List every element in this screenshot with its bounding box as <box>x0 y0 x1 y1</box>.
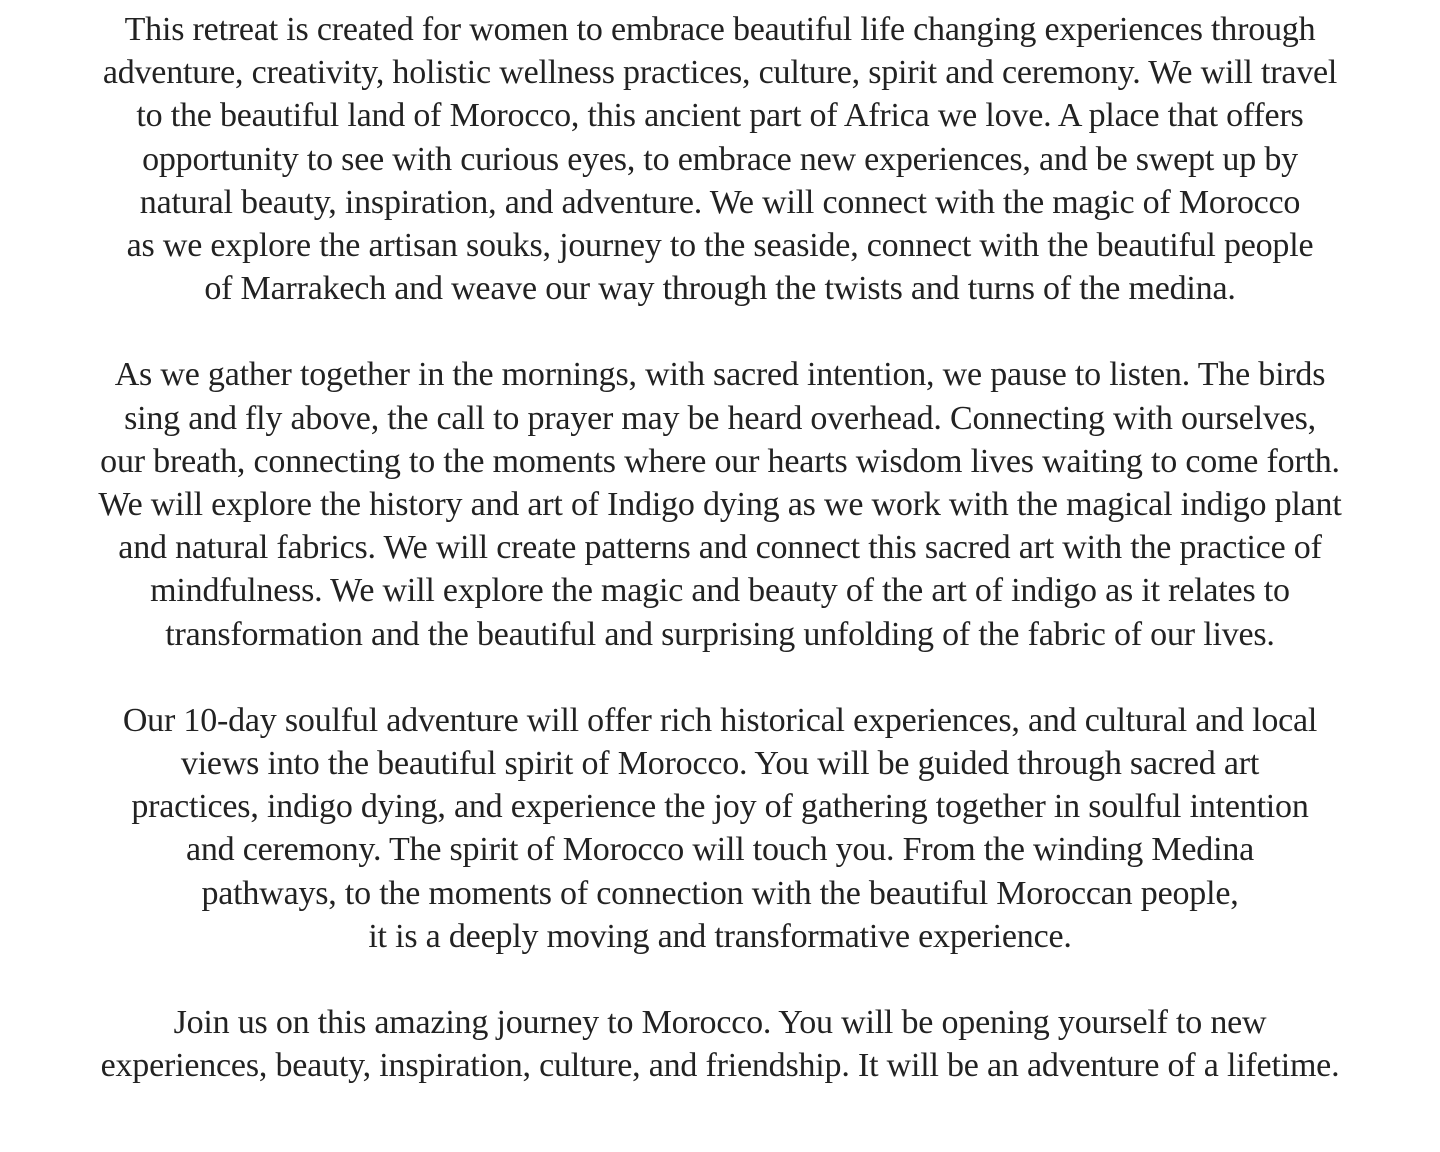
text-line: and ceremony. The spirit of Morocco will touch you. From the winding Medina <box>185 831 1255 869</box>
text-line: natural beauty, inspiration, and adventure. We will connect with the magic of Morocco <box>139 183 1301 221</box>
text-line: it is a deeply moving and transformative experience. <box>368 917 1072 955</box>
text-line: This retreat is created for women to embrace beautiful life changing experiences through <box>124 11 1316 48</box>
text-line: mindfulness. We will explore the magic and beauty of the art of indigo as it relates to <box>150 572 1290 610</box>
adventure-paragraph <box>0 699 1440 958</box>
text-line: practices, indigo dying, and experience the joy of gathering together in soulful intention <box>131 788 1309 826</box>
text-line: transformation and the beautiful and surprising unfolding of the fabric of our lives. <box>165 615 1275 653</box>
text-line: We will explore the history and art of Indigo dying as we work with the magical indigo plant <box>98 486 1342 524</box>
text-line: adventure, creativity, holistic wellness practices, culture, spirit and ceremony. We will travel <box>102 54 1338 92</box>
text-line: of Marrakech and weave our way through the twists and turns of the medina. <box>204 270 1236 308</box>
text-line: opportunity to see with curious eyes, to embrace new experiences, and be swept up by <box>142 140 1298 178</box>
text-line: Our 10-day soulful adventure will offer rich historical experiences, and cultural and local <box>122 701 1318 739</box>
text-line: pathways, to the moments of connection with the beautiful Moroccan people, <box>201 874 1239 912</box>
text-line: as we explore the artisan souks, journey to the seaside, connect with the beautiful people <box>126 227 1314 265</box>
text-line: Join us on this amazing journey to Morocco. You will be opening yourself to new <box>173 1004 1267 1042</box>
mornings-paragraph <box>0 353 1440 655</box>
text-line: and natural fabrics. We will create patterns and connect this sacred art with the practice of <box>118 529 1322 567</box>
text-line: our breath, connecting to the moments where our hearts wisdom lives waiting to come forth. <box>100 442 1340 480</box>
text-line: As we gather together in the mornings, with sacred intention, we pause to listen. The birds <box>114 356 1326 394</box>
text-line: sing and fly above, the call to prayer may be heard overhead. Connecting with ourselves, <box>124 399 1316 437</box>
text-line: experiences, beauty, inspiration, culture, and friendship. It will be an adventure of a lifetime. <box>100 1047 1340 1085</box>
invitation-paragraph <box>0 1001 1440 1087</box>
text-line: views into the beautiful spirit of Morocco. You will be guided through sacred art <box>180 745 1260 783</box>
text-line: to the beautiful land of Morocco, this ancient part of Africa we love. A place that offers <box>136 97 1304 135</box>
intro-paragraph <box>0 8 1440 310</box>
